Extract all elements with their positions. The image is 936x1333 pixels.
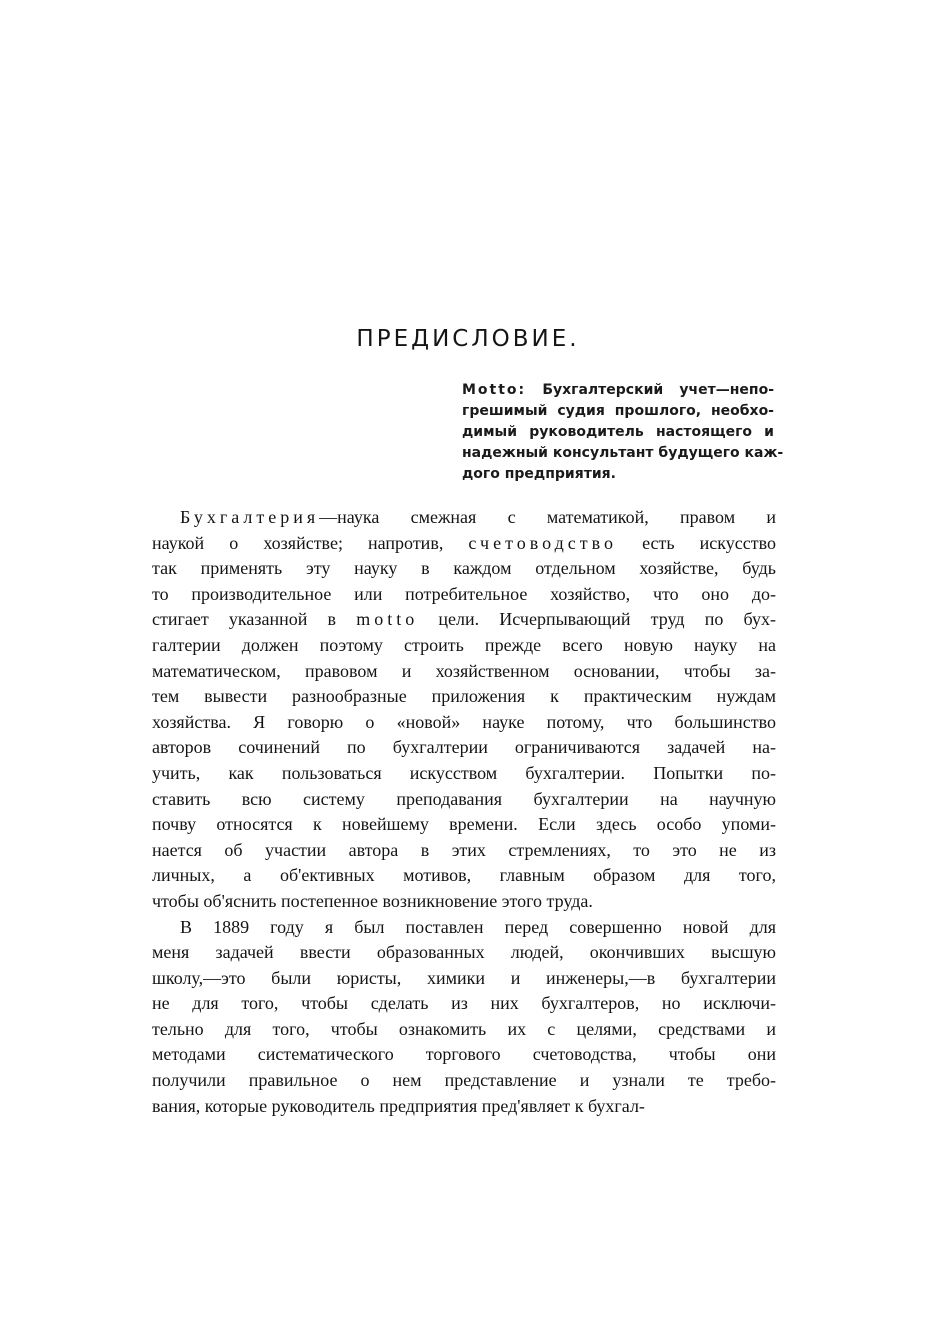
text-line (152, 863, 776, 889)
text-run: цели. Исчерпывающий труд по бух- (418, 609, 776, 630)
text-run: получили правильное о нем представление и узнали те требо- (152, 1070, 776, 1091)
text-line (152, 633, 776, 659)
text-run: ставить всю систему преподавания бухгалтерии на научную (152, 788, 776, 809)
text-line (152, 838, 776, 864)
spaced-term: motto (356, 609, 419, 630)
text-run: так применять эту науку в каждом отдельном хозяйстве, будь (152, 558, 776, 579)
epigraph-line: надежный консультант будущего каж- (462, 445, 784, 461)
text-run: вания, которые руководитель предприятия пред'являет к бухгал- (152, 1095, 645, 1116)
epigraph-line-text: Бухгалтерский учет—непо- (542, 382, 775, 398)
text-run: почву относятся к новейшему времени. Если здесь особо упоми- (152, 814, 776, 835)
text-line (152, 761, 776, 787)
text-line (152, 659, 776, 685)
text-run: методами систематического торгового счетоводства, чтобы они (152, 1044, 776, 1065)
text-line (152, 607, 776, 633)
text-line (152, 812, 776, 838)
text-run: нается об участии автора в этих стремлениях, то это не из (152, 839, 776, 860)
paragraph (152, 915, 776, 1120)
text-run: то производительное или потребительное хозяйство, что оно до- (152, 583, 776, 604)
epigraph-line (462, 380, 774, 401)
text-run: хозяйства. Я говорю о «новой» науке потому, что большинство (152, 711, 776, 732)
text-line (152, 787, 776, 813)
text-line (152, 735, 776, 761)
epigraph-label: Motto: (462, 382, 527, 398)
text-line (152, 915, 776, 941)
text-line (152, 991, 776, 1017)
text-line (152, 582, 776, 608)
text-run: галтерии должен поэтому строить прежде всего новую науку на (152, 634, 776, 655)
text-line (152, 505, 776, 531)
epigraph (462, 380, 784, 485)
text-run: —наука смежная с математикой, правом и (319, 507, 776, 527)
text-line (152, 1068, 776, 1094)
text-line (152, 710, 776, 736)
text-line (152, 684, 776, 710)
spaced-term: Бухгалтерия (180, 507, 320, 527)
text-line (152, 1094, 776, 1120)
text-run: не для того, чтобы сделать из них бухгалтеров, но исключи- (152, 993, 776, 1014)
text-run: тельно для того, чтобы ознакомить их с целями, средствами и (152, 1018, 776, 1039)
spaced-term: счетоводство (468, 532, 617, 553)
text-run: чтобы об'яснить постепенное возникновение этого труда. (152, 890, 593, 911)
text-run: тем вывести разнообразные приложения к практическим нуждам (152, 686, 776, 707)
text-run: В 1889 году я был поставлен перед совершенно новой для (180, 916, 776, 937)
text-run: школу,—это были юристы, химики и инженеры,—в бухгалтерии (152, 967, 776, 988)
text-run: личных, а об'ективных мотивов, главным образом для того, (152, 865, 776, 886)
text-line (152, 531, 776, 557)
text-run: стигает указанной в (152, 609, 357, 630)
page-title: ПРЕДИСЛОВИЕ. (356, 326, 580, 352)
text-run: наукой о хозяйстве; напротив, (152, 532, 469, 553)
text-line (152, 889, 776, 915)
epigraph-line: грешимый судия прошлого, необхо- (462, 403, 774, 419)
text-run: математическом, правовом и хозяйственном основании, чтобы за- (152, 660, 776, 681)
paragraph (152, 505, 776, 915)
text-run: авторов сочинений по бухгалтерии ограничиваются задачей на- (152, 737, 776, 758)
text-line (152, 1042, 776, 1068)
text-run: меня задачей ввести образованных людей, окончивших высшую (152, 942, 776, 963)
text-run: есть искусство (616, 532, 776, 553)
text-line (152, 940, 776, 966)
text-line (152, 1017, 776, 1043)
text-line (152, 966, 776, 992)
text-run: учить, как пользоваться искусством бухгалтерии. Попытки по- (152, 762, 776, 783)
epigraph-line: дого предприятия. (462, 466, 616, 482)
epigraph-line: димый руководитель настоящего и (462, 424, 774, 440)
body-text (152, 505, 776, 1119)
text-line (152, 556, 776, 582)
